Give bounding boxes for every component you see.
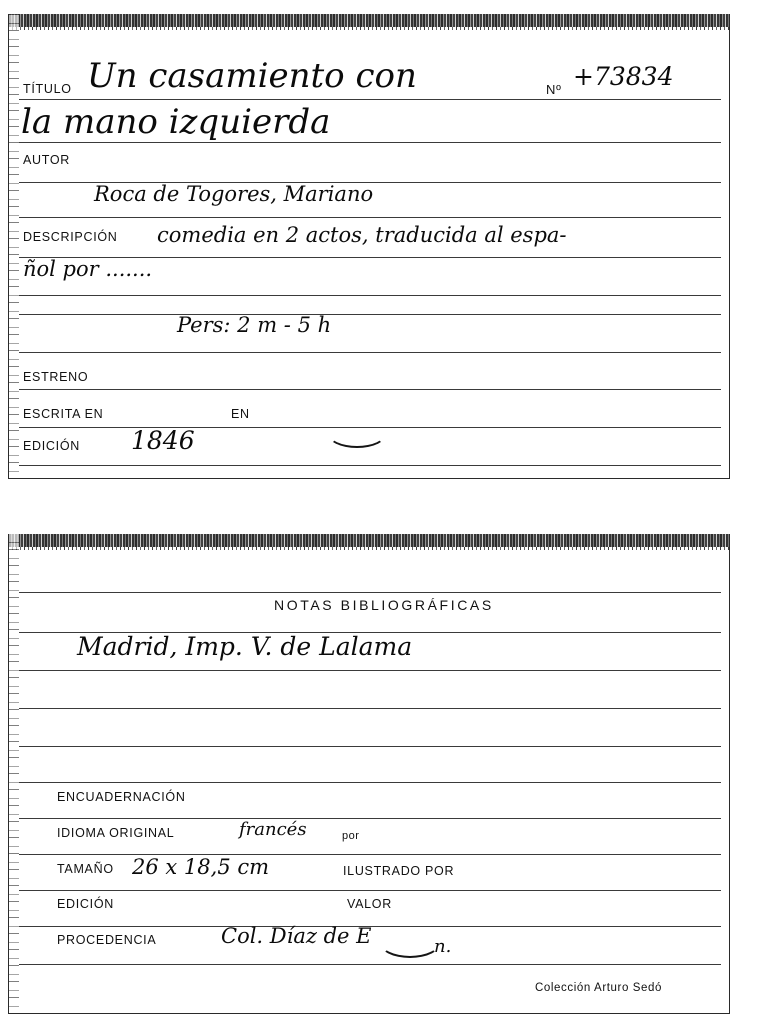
rule-line (19, 217, 721, 218)
torn-top-edge-back (9, 534, 729, 548)
field-value-notas-line1: Madrid, Imp. V. de Lalama (77, 632, 413, 661)
field-value-procedencia: Col. Díaz de E (221, 924, 372, 948)
field-value-descripcion-line1: comedia en 2 actos, traducida al espa- (157, 223, 567, 247)
torn-top-edge-front (9, 14, 729, 28)
rule-line (19, 314, 721, 315)
rule-line (19, 592, 721, 593)
field-label-edicion: EDICIÓN (23, 439, 80, 453)
rule-line (19, 295, 721, 296)
rule-line (19, 782, 721, 783)
field-label-autor: AUTOR (23, 153, 71, 167)
field-label-por: por (342, 830, 360, 842)
field-label-valor: VALOR (347, 897, 392, 911)
field-value-procedencia-suffix: n. (434, 936, 452, 957)
field-value-edicion: 1846 (131, 426, 195, 455)
section-heading-notas-bibliograficas: NOTAS BIBLIOGRÁFICAS (274, 597, 494, 613)
field-label-estreno: ESTRENO (23, 370, 89, 384)
signature-flourish-back (379, 926, 441, 958)
rule-line (19, 818, 721, 819)
field-label-idioma-original: IDIOMA ORIGINAL (57, 826, 175, 840)
rule-line (19, 352, 721, 353)
torn-left-edge-back (9, 534, 19, 1013)
torn-left-edge-front (9, 14, 19, 478)
rule-line (19, 142, 721, 143)
field-value-tamano: 26 x 18,5 cm (132, 855, 270, 879)
field-value-idioma-original: francés (239, 819, 307, 840)
rule-line (19, 389, 721, 390)
rule-line (19, 890, 721, 891)
rule-line (19, 708, 721, 709)
rule-line (19, 854, 721, 855)
collection-credit: Colección Arturo Sedó (535, 982, 663, 994)
rule-line (19, 99, 721, 100)
field-label-tamano: TAMAÑO (57, 862, 114, 876)
field-value-titulo-line1: Un casamiento con (87, 56, 417, 96)
field-value-personajes: Pers: 2 m - 5 h (177, 313, 332, 337)
rule-line (19, 465, 721, 466)
field-value-numero: +73834 (573, 62, 674, 91)
rule-line (19, 670, 721, 671)
field-label-titulo: TÍTULO (23, 82, 72, 96)
field-label-ilustrado-por: ILUSTRADO POR (343, 864, 455, 878)
field-label-edicion-back: EDICIÓN (57, 897, 114, 911)
field-label-numero: Nº (546, 82, 562, 97)
field-label-encuadernacion: ENCUADERNACIÓN (57, 790, 186, 804)
catalog-card-back (8, 534, 730, 1014)
field-value-titulo-line2: la mano izquierda (21, 102, 331, 142)
signature-flourish (327, 418, 387, 448)
rule-line (19, 746, 721, 747)
field-label-en: EN (231, 407, 250, 421)
field-label-escrita-en: ESCRITA EN (23, 407, 104, 421)
field-label-descripcion: DESCRIPCIÓN (23, 230, 118, 244)
catalog-card-front (8, 14, 730, 479)
field-label-procedencia: PROCEDENCIA (57, 933, 157, 947)
field-value-descripcion-line2: ñol por ....... (23, 257, 153, 281)
field-value-autor: Roca de Togores, Mariano (94, 182, 374, 206)
rule-line (19, 964, 721, 965)
